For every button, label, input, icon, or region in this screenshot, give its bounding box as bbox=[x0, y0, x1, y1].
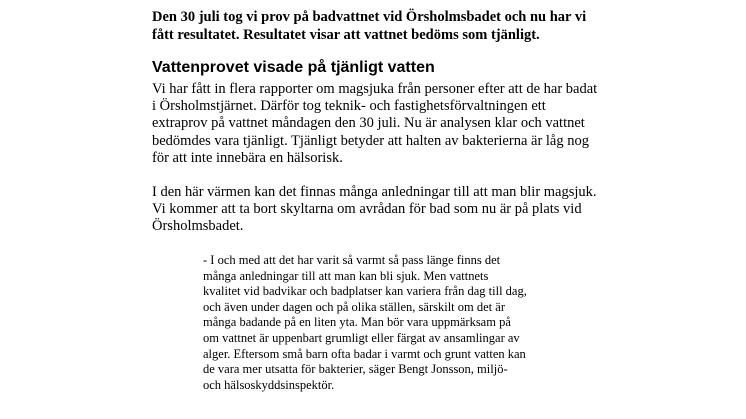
paragraph-line: för att inte innebära en hälsorisk. bbox=[152, 149, 343, 166]
quote-line: många anledningar till att man kan bli sjuk. Men vattnets bbox=[203, 268, 489, 283]
quote-line: kvalitet vid badvikar och badplatser kan variera från dag till dag, bbox=[203, 284, 527, 299]
paragraph-line: Vi kommer att ta bort skyltarna om avrådan för bad som nu är på plats vid bbox=[152, 201, 582, 218]
quote-line: om vattnet är uppenbart grumligt eller färgat av ansamlingar av bbox=[203, 330, 520, 345]
quote-line: alger. Eftersom små barn ofta badar i varmt och grunt vatten kan bbox=[203, 346, 526, 361]
body-paragraph-1 bbox=[152, 81, 632, 167]
paragraph-line: Vi har fått in flera rapporter om magsjuka från personer efter att de har badat bbox=[152, 81, 598, 97]
quote-line: de vara mer utsatta för bakterier, säger Bengt Jonsson, miljö- bbox=[203, 362, 508, 377]
quote-line: och hälsoskyddsinspektör. bbox=[203, 377, 335, 392]
quote-line: många badande på en liten yta. Man bör vara uppmärksam på bbox=[203, 315, 511, 330]
quote-line: - I och med att det har varit så varmt så pass länge finns det bbox=[203, 253, 501, 267]
lead-line: fått resultatet. Resultatet visar att vattnet bedöms som tjänligt. bbox=[152, 26, 540, 43]
body-paragraph-2 bbox=[152, 184, 632, 236]
lead-paragraph bbox=[152, 9, 622, 44]
paragraph-line: i Örsholmstjärnet. Därför tog teknik- och fastighetsförvaltningen ett bbox=[152, 98, 546, 115]
section-heading: Vattenprovet visade på tjänligt vatten bbox=[152, 59, 435, 76]
paragraph-line: bedömdes vara tjänligt. Tjänligt betyder att halten av bakterierna är låg nog bbox=[152, 132, 589, 149]
paragraph-line: I den här värmen kan det finnas många anledningar till att man blir magsjuk. bbox=[152, 184, 597, 200]
paragraph-line: extraprov på vattnet måndagen den 30 juli. Nu är analysen klar och vattnet bbox=[152, 115, 585, 132]
lead-line: Den 30 juli tog vi prov på badvattnet vid Örsholmsbadet och nu har vi bbox=[152, 9, 587, 25]
quote-block bbox=[203, 253, 583, 393]
quote-line: och även under dagen och på olika ställen, särskilt om det är bbox=[203, 299, 505, 314]
paragraph-line: Örsholmsbadet. bbox=[152, 218, 244, 235]
